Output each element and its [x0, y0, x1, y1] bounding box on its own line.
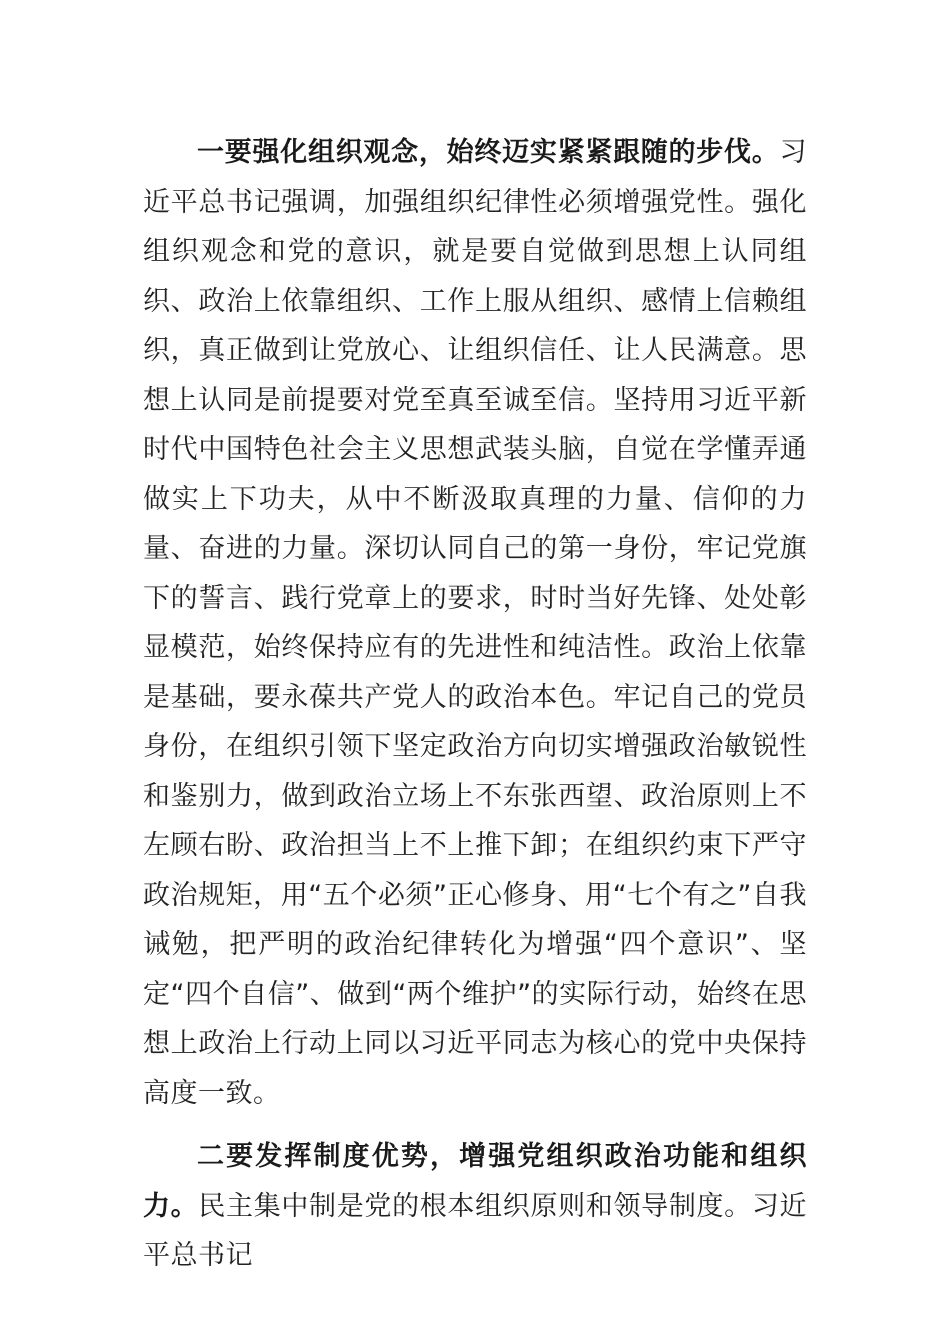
paragraph-1-heading: 一要强化组织观念，始终迈实紧紧跟随的步伐。 — [197, 137, 780, 168]
paragraph-1-text: 习近平总书记强调，加强组织纪律性必须增强党性。强化组织观念和党的意识，就是要自觉做到思想上认同组织、政治上依靠组织、工作上服从组织、感情上信赖组织，真正做到让党放心、让组织信任、让人民满意。思想上认同是前提要对党至真至诚至信。坚持用习近平新时代中国特色社会主义思想武装头脑，自觉在学懂弄通做实上下功夫，从中不断汲取真理的力量、信仰的力量、奋进的力量。深切认同自己的第一身份，牢记党旗下的誓言、践行党章上的要求，时时当好先锋、处处彰显模范，始终保持应有的先进性和纯洁性。政治上依靠是基础，要永葆共产党人的政治本色。牢记自己的党员身份，在组织引领下坚定政治方向切实增强政治敏锐性和鉴别力，做到政治立场上不东张西望、政治原则上不左顾右盼、政治担当上不上推下卸；在组织约束下严守政治规矩，用“五个必须”正心修身、用“七个有之”自我诫勉，把严明的政治纪律转化为增强“四个意识”、坚定“四个自信”、做到“两个维护”的实际行动，始终在思想上政治上行动上同以习近平同志为核心的党中央保持高度一致。 — [143, 137, 807, 1109]
paragraph-2-heading: 二要发挥制度优势，增强党组织政治功能和组织力。 — [143, 1141, 807, 1222]
paragraph-2 — [143, 1132, 807, 1281]
document-body — [143, 128, 807, 1281]
paragraph-2-text: 民主集中制是党的根本组织原则和领导制度。习近平总书记 — [143, 1190, 808, 1271]
paragraph-1 — [143, 128, 807, 1118]
